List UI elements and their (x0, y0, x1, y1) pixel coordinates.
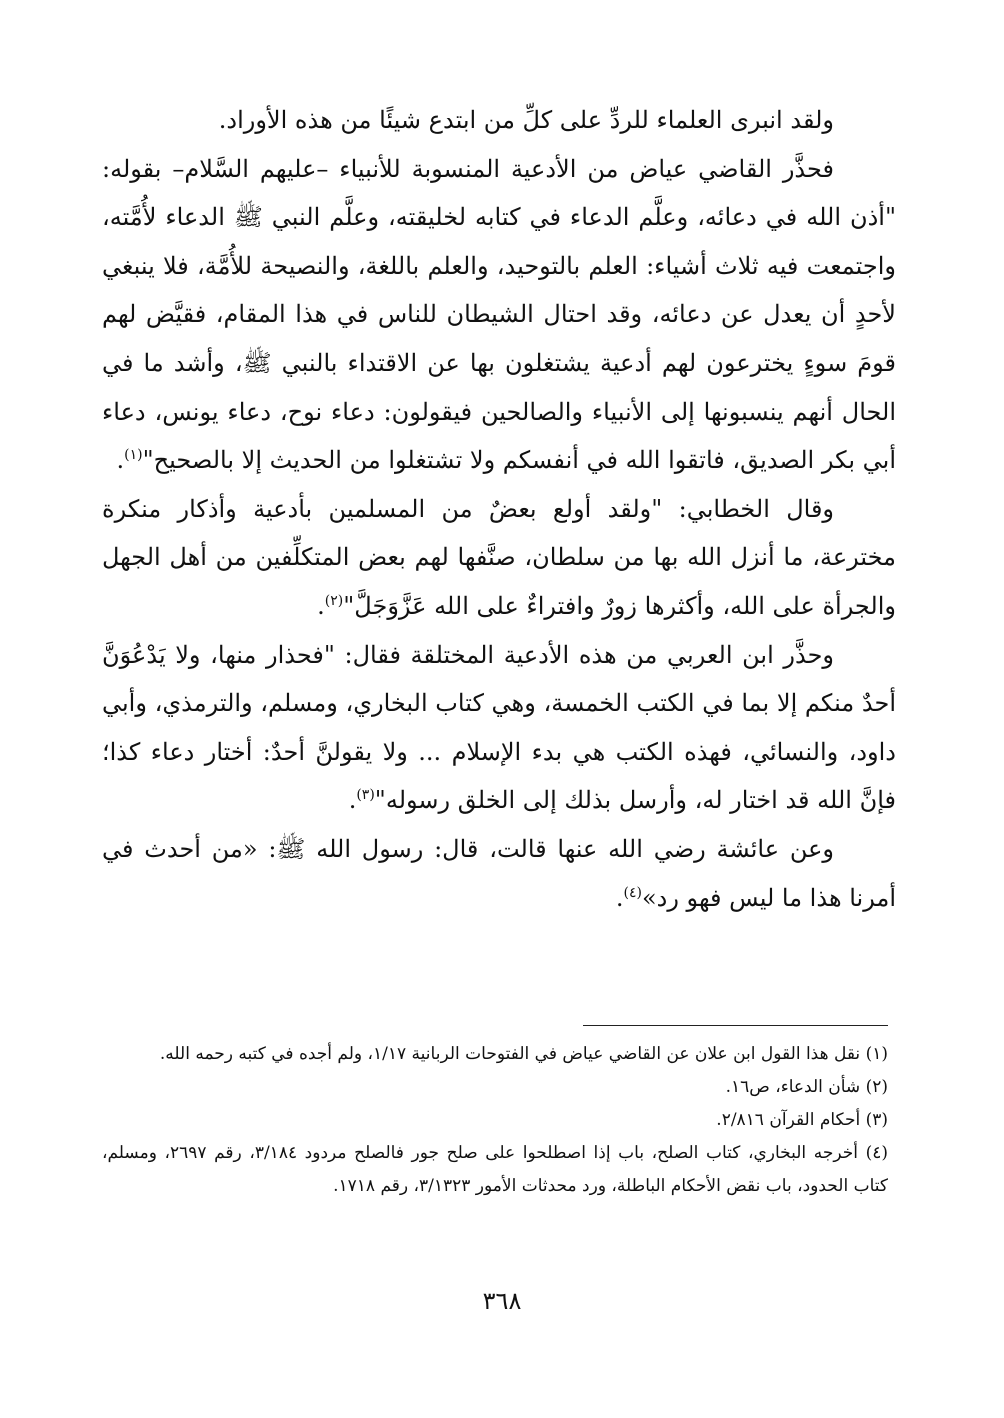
footnote-ref-4[interactable]: (٤) (623, 884, 642, 901)
footnote-3: (٣) أحكام القرآن ٢/٨١٦. (716, 1110, 888, 1130)
footnote-2: (٢) شأن الدعاء، ص١٦. (725, 1077, 888, 1097)
paragraph-3-tail: . (317, 591, 325, 620)
paragraph-3 (102, 485, 896, 631)
paragraph-4 (102, 631, 896, 825)
footnote-ref-2[interactable]: (٢) (324, 592, 344, 609)
paragraph-4-text: وحذَّر ابن العربي من هذه الأدعية المختلقة فقال: "فحذار منها، ولا يَدْعُوَنَّ أحدٌ منكم إلا بما في الكتب الخمسة، وهي كتاب البخاري، ومسلم، والترمذي، وأبي داود، والنسائي، فهذه الكتب هي بدء الإسلام ... ولا يقولنَّ أحدٌ: أختار دعاء كذا؛ فإنَّ الله قد اختار له، وأرسل بذلك إلى الخلق رسوله" (102, 640, 896, 815)
footnote-ref-3[interactable]: (٣) (356, 787, 375, 804)
paragraph-2-text: فحذَّر القاضي عياض من الأدعية المنسوبة للأنبياء –عليهم السَّلام– بقوله: "أذن الله في دعائه، وعلَّم الدعاء في كتابه لخليقته، وعلَّم النبي ﷺ الدعاء لأُمَّته، واجتمعت فيه ثلاث أشياء: العلم بالتوحيد، والعلم باللغة، والنصيحة للأُمَّة، فلا ينبغي لأحدٍ أن يعدل عن دعائه، وقد احتال الشيطان للناس في هذا المقام، فقيَّض لهم قومَ سوءٍ يخترعون لهم أدعية يشتغلون بها عن الاقتداء بالنبي ﷺ، وأشد ما في الحال أنهم ينسبونها إلى الأنبياء والصالحين فيقولون: دعاء نوح، دعاء يونس، دعاء أبي بكر الصديق، فاتقوا الله في أنفسكم ولا تشتغلوا من الحديث إلا بالصحيح" (102, 154, 897, 475)
paragraph-5-tail: . (615, 883, 624, 912)
footnote-ref-1[interactable]: (١) (124, 447, 143, 464)
paragraph-3-text: وقال الخطابي: "ولقد أولع بعضٌ من المسلمين بأدعية وأذكار منكرة مخترعة، ما أنزل الله بها من سلطان، صنَّفها لهم بعض المتكلِّفين من أهل الجهل والجرأة على الله، وأكثرها زورٌ وافتراءٌ على الله عَزَّوَجَلَّ" (102, 494, 896, 620)
paragraph-5 (102, 825, 896, 922)
paragraph-2-tail: . (116, 446, 125, 475)
paragraph-1-text: ولقد انبرى العلماء للردِّ على كلِّ من ابتدع شيئًا من هذه الأوراد. (218, 106, 834, 134)
footnote-1: (١) نقل هذا القول ابن علان عن القاضي عياض في الفتوحات الربانية ١/١٧، ولم أجده في كتبه رحمه الله. (159, 1044, 888, 1064)
paragraph-2 (102, 145, 896, 485)
paragraph-1 (102, 96, 896, 145)
footnote-4: (٤) أخرجه البخاري، كتاب الصلح، باب إذا اصطلحوا على صلح جور فالصلح مردود ٣/١٨٤، رقم ٢٦٩٧، ومسلم، كتاب الحدود، باب نقض الأحكام الباطلة، ورد محدثات الأمور ٣/١٣٢٣، رقم ١٧١٨. (102, 1143, 888, 1196)
page-number: ٣٦٨ (482, 1287, 522, 1315)
main-text (102, 96, 896, 922)
footnotes (102, 1038, 888, 1203)
paragraph-5-text: وعن عائشة رضي الله عنها قالت، قال: رسول الله ﷺ: «من أحدث في أمرنا هذا ما ليس فهو رد» (102, 834, 896, 912)
paragraph-4-tail: . (348, 786, 357, 815)
footnote-separator (583, 1025, 888, 1026)
